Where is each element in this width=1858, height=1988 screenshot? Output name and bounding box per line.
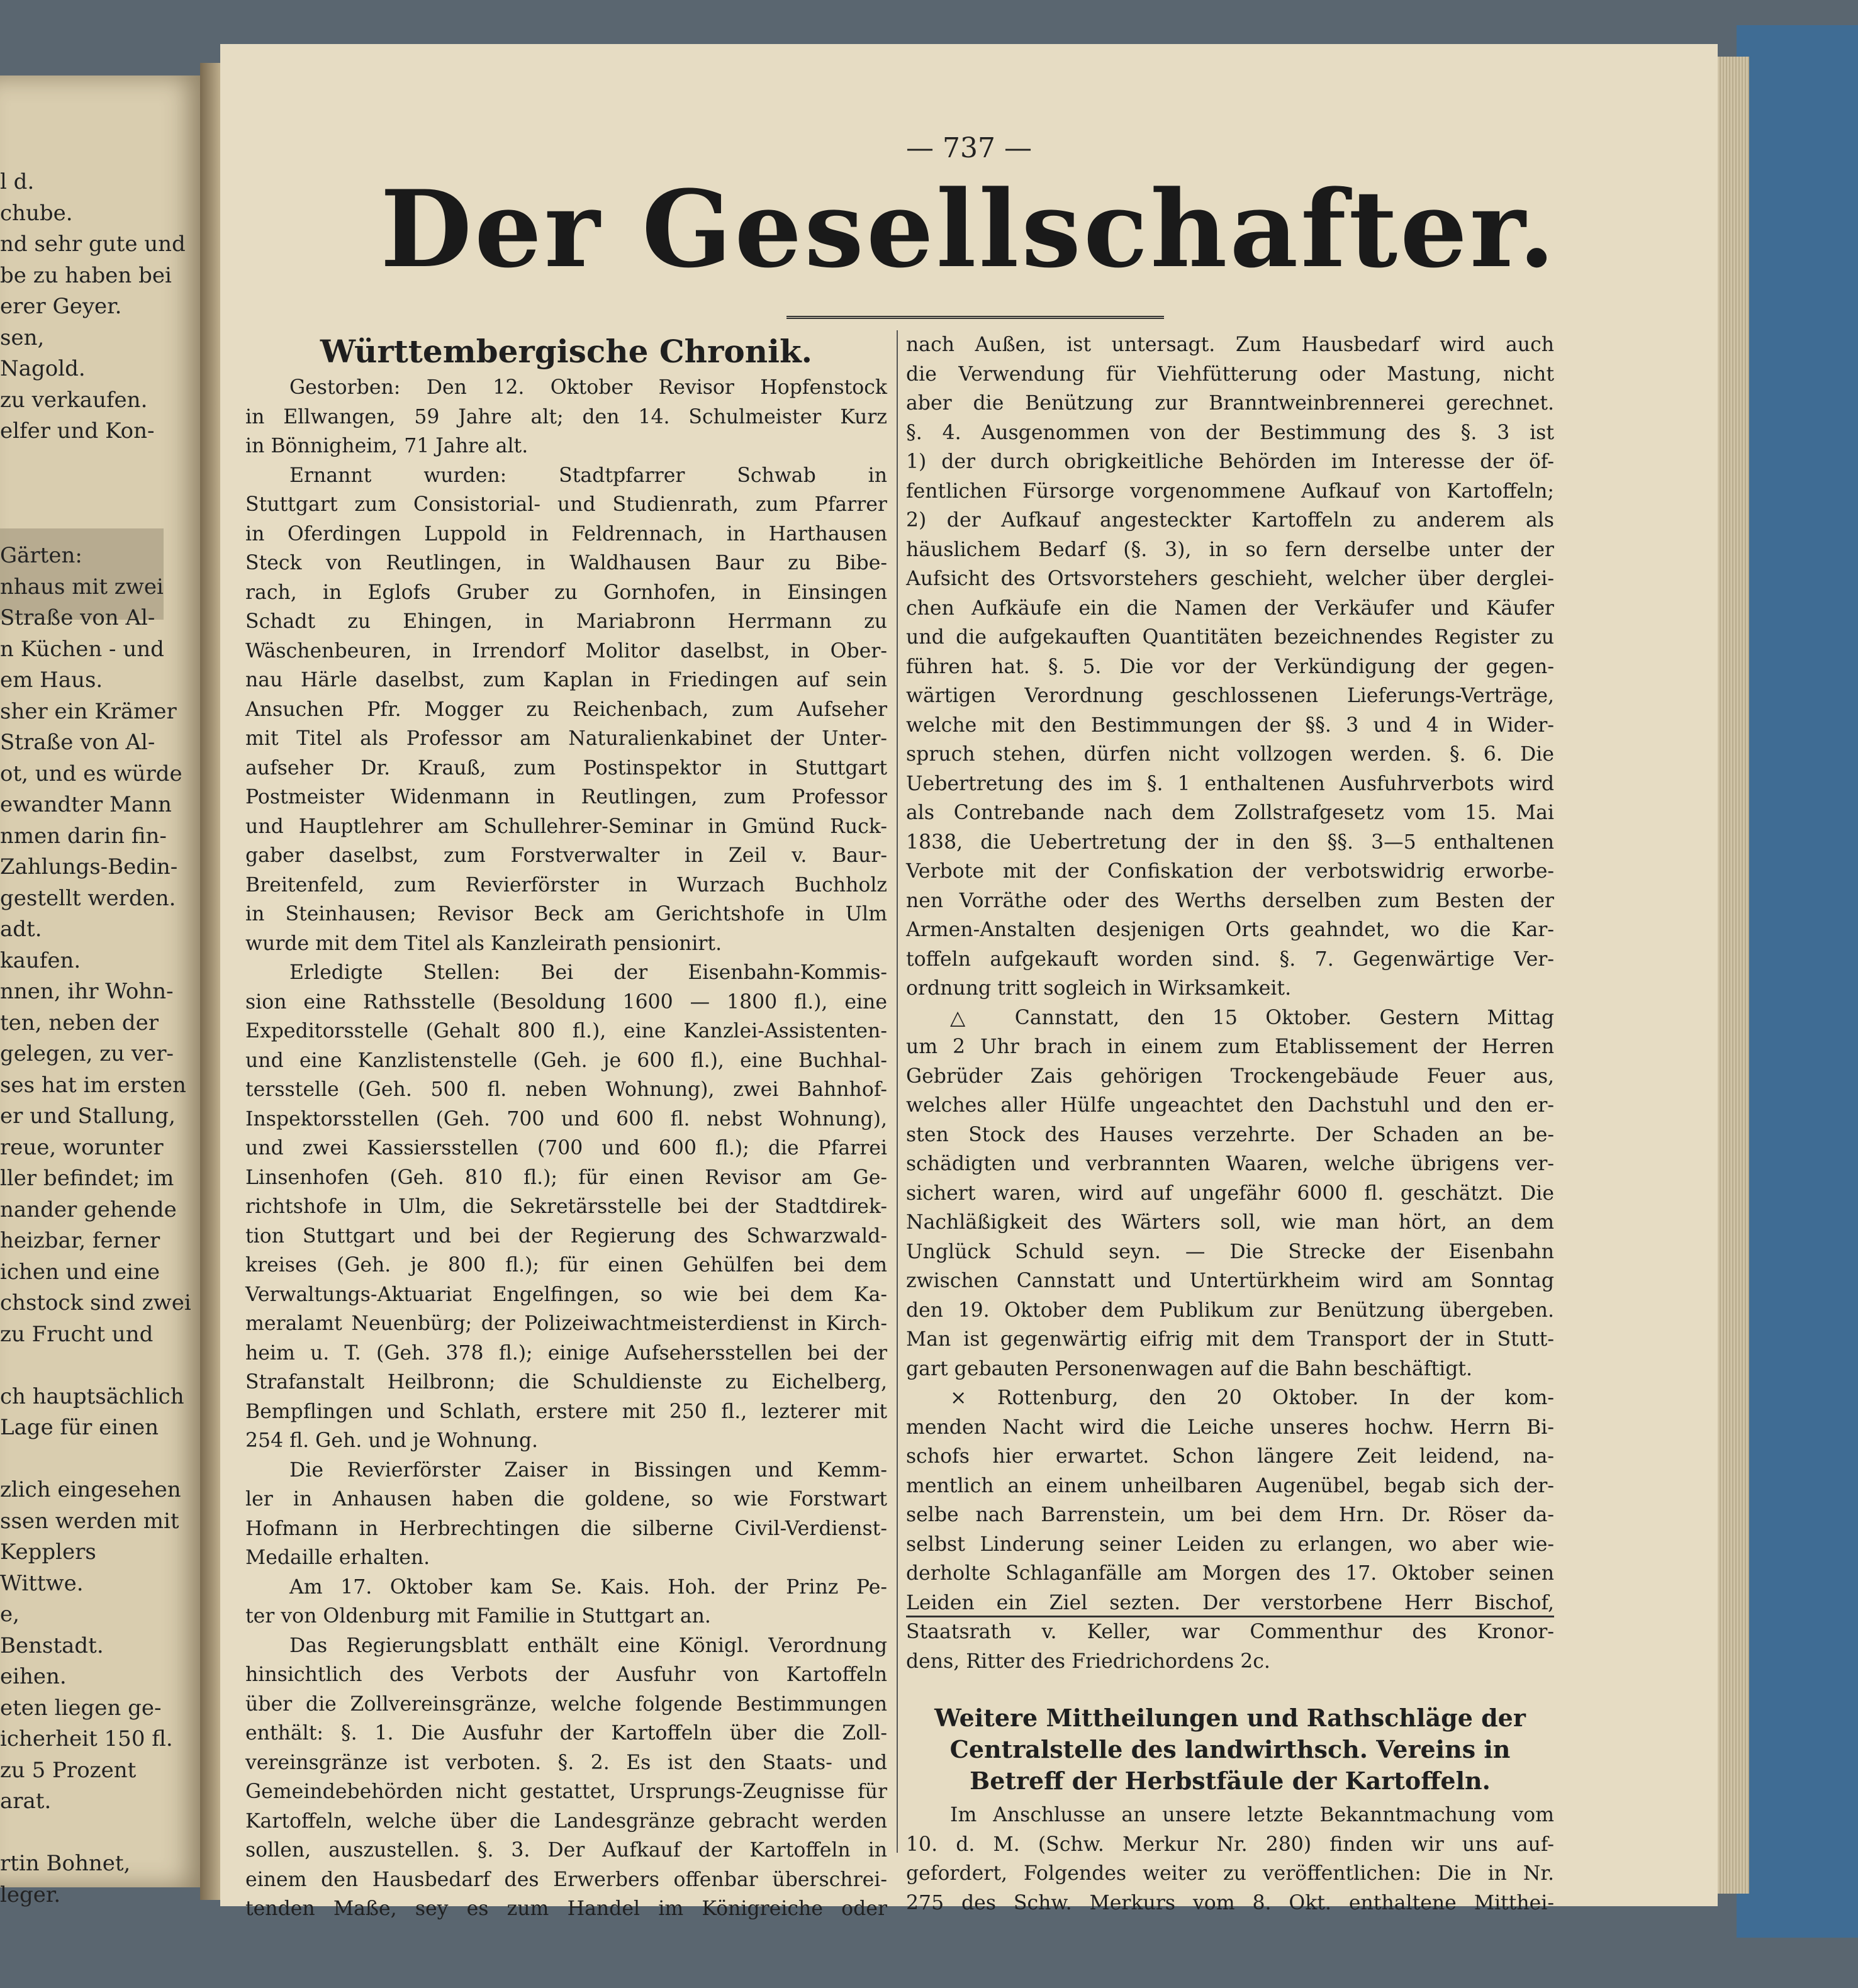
text-line: toffeln aufgekauft worden sind. §. 7. Gegenwärtige Ver- — [906, 947, 1554, 971]
left-page-line: rtin Bohnet, — [0, 1851, 131, 1876]
section-heading — [906, 1702, 1554, 1797]
text-line: gart gebauten Personenwagen auf die Bahn beschäftigt. — [906, 1357, 1473, 1380]
text-line: gaber daselbst, zum Forstverwalter in Zeil v. Baur- — [245, 844, 887, 867]
text-line: derholte Schlaganfälle am Morgen des 17. Oktober seinen — [906, 1562, 1554, 1585]
text-line: in Steinhausen; Revisor Beck am Gerichtshofe in Ulm — [245, 903, 887, 925]
text-line: Unglück Schuld seyn. — Die Strecke der Eisenbahn — [906, 1240, 1554, 1263]
text-line: aber die Benützung zur Branntweinbrennerei gerechnet. — [906, 392, 1554, 415]
left-page-line: Kepplers — [0, 1539, 96, 1565]
left-page-line: ot, und es würde — [0, 761, 182, 786]
text-line: sichert waren, wird auf ungefähr 6000 fl. geschätzt. Die — [906, 1181, 1554, 1205]
text-line: Kartoffeln, welche über die Landesgränze gebracht werden — [245, 1809, 887, 1833]
left-page-line: nhaus mit zwei — [0, 574, 164, 600]
left-page-line: adt. — [0, 917, 42, 942]
text-line: Leiden ein Ziel sezten. Der verstorbene Herr Bischof, — [906, 1591, 1554, 1614]
text-line: und die aufgekauften Quantitäten bezeichnendes Register zu — [906, 626, 1554, 649]
text-line: Nachläßigkeit des Wärters soll, wie man hört, an dem — [906, 1211, 1554, 1234]
left-page-line: Wittwe. — [0, 1570, 84, 1596]
left-page-line: gelegen, zu ver- — [0, 1041, 174, 1066]
left-page-line: chube. — [0, 200, 73, 226]
text-line: Aufsicht des Ortsvorstehers geschieht, welcher über derglei- — [906, 567, 1554, 590]
left-page-line — [0, 1818, 208, 1849]
text-line: Medaille erhalten. — [245, 1546, 430, 1569]
text-line: vereinsgränze ist verboten. §. 2. Es ist den Staats- und — [245, 1751, 887, 1774]
left-page-line: Lage für einen — [0, 1415, 159, 1440]
text-line: hinsichtlich des Verbots der Ausfuhr von Kartoffeln — [245, 1663, 887, 1686]
left-page-line: ses hat im ersten — [0, 1072, 186, 1098]
text-line: Strafanstalt Heilbronn; die Schuldienste zu Eichelberg, — [245, 1371, 887, 1393]
text-line: rach, in Eglofs Gruber zu Gornhofen, in Einsingen — [245, 581, 887, 604]
left-page-line: zu verkaufen. — [0, 387, 148, 413]
text-line: tion Stuttgart und bei der Regierung des Schwarzwald- — [245, 1224, 887, 1248]
masthead-title: Der Gesellschafter. — [380, 167, 1558, 291]
text-line: häuslichem Bedarf (§. 3), in so fern derselbe unter der — [906, 538, 1554, 561]
text-line: Erledigte Stellen: Bei der Eisenbahn-Kommis- — [289, 961, 887, 984]
left-page-line: arat. — [0, 1789, 52, 1814]
left-page-line: nander gehende — [0, 1197, 177, 1222]
text-line: und eine Kanzlistenstelle (Geh. je 600 fl.), eine Buchhal- — [245, 1049, 887, 1072]
text-line: Am 17. Oktober kam Se. Kais. Hoh. der Prinz Pe- — [289, 1575, 887, 1599]
text-line: aufseher Dr. Krauß, zum Postinspektor in Stuttgart — [245, 756, 887, 779]
text-line: Gebrüder Zais gehörigen Trockengebäude Feuer aus, — [906, 1064, 1554, 1088]
text-line: Verbote mit der Confiskation der verbotswidrig erworbe- — [906, 860, 1554, 883]
left-page-line: ewandter Mann — [0, 792, 172, 817]
text-line: meralamt Neuenbürg; der Polizeiwachtmeisterdienst in Kirch- — [245, 1312, 887, 1335]
text-line: tenden Maße, sey es zum Handel im Königreiche oder — [245, 1897, 887, 1920]
left-page-line: nnen, ihr Wohn- — [0, 979, 174, 1004]
text-line: um 2 Uhr brach in einem zum Etablissement der Herren — [906, 1036, 1554, 1058]
left-page-line: ch hauptsächlich — [0, 1383, 184, 1409]
text-line: Expeditorsstelle (Gehalt 800 fl.), eine Kanzlei-Assistenten- — [245, 1020, 887, 1042]
text-line: einem den Hausbedarf des Erwerbers offenbar überschrei- — [245, 1868, 887, 1891]
left-page-line: ten, neben der — [0, 1010, 159, 1036]
text-line: Wäschenbeuren, in Irrendorf Molitor daselbst, in Ober- — [245, 639, 887, 662]
column-divider — [897, 330, 898, 1853]
text-line: selbe nach Barrenstein, um bei dem Hrn. Dr. Röser da- — [906, 1504, 1554, 1526]
text-line: zwischen Cannstatt und Untertürkheim wird am Sonntag — [906, 1270, 1554, 1292]
left-page-line: ller befindet; im — [0, 1166, 174, 1191]
chronicle-heading: Württembergische Chronik. — [320, 333, 813, 370]
section-heading-line: Centralstelle des landwirthsch. Vereins in — [949, 1735, 1511, 1763]
text-line: 2) der Aufkauf angesteckter Kartoffeln zu anderem als — [906, 509, 1554, 532]
left-page-line: heizbar, ferner — [0, 1228, 160, 1253]
text-line: Linsenhofen (Geh. 810 fl.); für einen Revisor am Ge- — [245, 1166, 887, 1189]
left-page-line: e, — [0, 1602, 20, 1627]
section-heading-line: Betreff der Herbstfäule der Kartoffeln. — [970, 1767, 1491, 1795]
text-line: Armen-Anstalten desjenigen Orts geahndet, wo die Kar- — [906, 919, 1554, 941]
left-page-line: erer Geyer. — [0, 294, 122, 319]
masthead-rule — [786, 316, 1164, 319]
left-column — [245, 330, 887, 1924]
text-line: Man ist gegenwärtig eifrig mit dem Transport der in Stutt- — [906, 1328, 1554, 1351]
text-line: richtshofe in Ulm, die Sekretärsstelle bei der Stadtdirek- — [245, 1195, 887, 1218]
left-page-line — [0, 478, 208, 510]
left-page-line: kaufen. — [0, 947, 81, 973]
left-page-line: chstock sind zwei — [0, 1290, 191, 1315]
text-line: sollen, auszustellen. §. 3. Der Aufkauf der Kartoffeln in — [245, 1839, 887, 1862]
left-page-line — [0, 510, 208, 541]
text-line: schädigten und verbrannten Waaren, welche übrigens ver- — [906, 1153, 1554, 1175]
text-line: Schadt zu Ehingen, in Mariabronn Herrmann zu — [245, 610, 887, 633]
left-page-line: ssen werden mit — [0, 1508, 179, 1534]
text-line: Die Revierförster Zaiser in Bissingen und Kemm- — [289, 1458, 887, 1482]
text-line: Steck von Reutlingen, in Waldhausen Baur zu Bibe- — [245, 552, 887, 574]
text-line: welche mit den Bestimmungen der §§. 3 und 4 in Wider- — [906, 713, 1554, 737]
text-line: selbst Linderung seiner Leiden zu erlangen, wo aber wie- — [906, 1533, 1554, 1556]
left-page-line: nd sehr gute und — [0, 232, 186, 257]
text-line: menden Nacht wird die Leiche unseres hochw. Herrn Bi- — [906, 1416, 1554, 1439]
text-line: welches aller Hülfe ungeachtet den Dachstuhl und den er- — [906, 1094, 1554, 1117]
left-page-line: zlich eingesehen — [0, 1477, 181, 1502]
text-line: schofs hier erwartet. Schon längere Zeit leidend, na- — [906, 1445, 1554, 1468]
left-page-line: elfer und Kon- — [0, 418, 155, 444]
left-page-line: em Haus. — [0, 667, 103, 693]
left-page-line — [0, 1350, 208, 1382]
book-cover — [1737, 25, 1858, 1938]
text-line: mit Titel als Professor am Naturalienkabinet der Unter- — [245, 727, 887, 750]
left-page-line: reue, worunter — [0, 1134, 164, 1160]
left-page-line: er und Stallung, — [0, 1103, 176, 1129]
text-line: Im Anschlusse an unsere letzte Bekanntmachung vom — [950, 1804, 1554, 1826]
text-line: Inspektorsstellen (Geh. 700 und 600 fl. nebst Wohnung), — [245, 1107, 887, 1131]
text-line: in Bönnigheim, 71 Jahre alt. — [245, 435, 529, 457]
text-line: und Hauptlehrer am Schullehrer-Seminar in Gmünd Ruck- — [245, 815, 887, 838]
text-line: 1) der durch obrigkeitliche Behörden im Interesse der öf- — [906, 450, 1554, 473]
left-page-line: Benstadt. — [0, 1633, 104, 1658]
left-page-line: eten liegen ge- — [0, 1695, 162, 1721]
left-page-line: Straße von Al- — [0, 730, 155, 755]
text-line: gefordert, Folgendes weiter zu veröffentlichen: Die in Nr. — [906, 1862, 1554, 1885]
left-page-fragment — [0, 75, 208, 1907]
text-line: §. 4. Ausgenommen von der Bestimmung des §. 3 ist — [906, 421, 1554, 444]
left-page-text — [0, 167, 208, 1911]
right-column — [906, 330, 1554, 1918]
left-page-line: be zu haben bei — [0, 262, 172, 288]
text-line: wurde mit dem Titel als Kanzleirath pensionirt. — [245, 932, 722, 955]
section-body-text — [906, 1801, 1554, 1918]
text-line: sion eine Rathsstelle (Besoldung 1600 — 1800 fl.), eine — [245, 990, 887, 1014]
text-line: und zwei Kassiersstellen (700 und 600 fl.); die Pfarrei — [245, 1137, 887, 1159]
text-line: Bempflingen und Schlath, erstere mit 250 fl., lezterer mit — [245, 1400, 887, 1423]
text-line: 10. d. M. (Schw. Merkur Nr. 280) finden wir uns auf- — [906, 1833, 1554, 1856]
left-page-line: sher ein Krämer — [0, 698, 177, 724]
left-page-line: sen, — [0, 325, 45, 350]
text-line: über die Zollvereinsgränze, welche folgende Bestimmungen — [245, 1692, 887, 1716]
text-line: △ Cannstatt, den 15 Oktober. Gestern Mittag — [950, 1006, 1554, 1029]
text-line: Stuttgart zum Consistorial- und Studienrath, zum Pfarrer — [245, 493, 887, 516]
text-line: 275 des Schw. Merkurs vom 8. Okt. enthaltene Mitthei- — [906, 1891, 1554, 1914]
text-line: wärtigen Verordnung geschlossenen Lieferungs-Verträge, — [906, 684, 1554, 707]
text-line: Staatsrath v. Keller, war Commenthur des Kronor- — [906, 1621, 1554, 1643]
left-page-line: Zahlungs-Bedin- — [0, 854, 178, 880]
section-heading-line: Weitere Mittheilungen und Rathschläge der — [934, 1704, 1526, 1732]
text-line: 254 fl. Geh. und je Wohnung. — [245, 1429, 538, 1452]
left-page-line: gestellt werden. — [0, 885, 176, 911]
text-line: Postmeister Widenmann in Reutlingen, zum Professor — [245, 786, 887, 808]
text-line: kreises (Geh. je 800 fl.); für einen Gehülfen bei dem — [245, 1254, 887, 1276]
left-page-line: eihen. — [0, 1664, 67, 1689]
text-line: den 19. Oktober dem Publikum zur Benützung übergeben. — [906, 1298, 1554, 1322]
text-line: Hofmann in Herbrechtingen die silberne Civil-Verdienst- — [245, 1517, 887, 1540]
left-page-line — [0, 447, 208, 479]
decree-and-news-text — [906, 330, 1554, 1676]
text-line: Ernannt wurden: Stadtpfarrer Schwab in — [289, 464, 887, 487]
text-line: in Ellwangen, 59 Jahre alt; den 14. Schulmeister Kurz — [245, 405, 887, 428]
text-line: Gestorben: Den 12. Oktober Revisor Hopfenstock — [289, 376, 887, 399]
left-page-line: l d. — [0, 169, 35, 194]
left-page-line: Gärten: — [0, 543, 82, 568]
text-line: mentlich an einem unheilbaren Augenübel, begab sich der- — [906, 1474, 1554, 1497]
text-line: die Verwendung für Viehfütterung oder Mastung, nicht — [906, 362, 1554, 386]
text-line: tersstelle (Geh. 500 fl. neben Wohnung), zwei Bahnhof- — [245, 1078, 887, 1101]
newspaper-page — [220, 44, 1718, 1920]
chronicle-text — [245, 373, 887, 1924]
left-page-line: n Küchen - und — [0, 636, 164, 662]
text-line: × Rottenburg, den 20 Oktober. In der kom- — [950, 1387, 1554, 1409]
left-page-line: leger. — [0, 1882, 61, 1907]
text-line: Ansuchen Pfr. Mogger zu Reichenbach, zum Aufseher — [245, 698, 887, 721]
left-page-line — [0, 1444, 208, 1475]
text-line: ler in Anhausen haben die goldene, so wie Forstwart — [245, 1488, 887, 1511]
left-page-line: ichen und eine — [0, 1259, 160, 1285]
text-line: dens, Ritter des Friedrichordens 2c. — [906, 1650, 1270, 1673]
text-line: in Oferdingen Luppold in Feldrennach, in Harthausen — [245, 522, 887, 545]
left-page-line: Nagold. — [0, 356, 86, 381]
text-line: nen Vorräthe oder des Werths derselben zum Besten der — [906, 889, 1554, 912]
left-page-line: zu Frucht und — [0, 1321, 154, 1347]
text-line: als Contrebande nach dem Zollstrafgesetz vom 15. Mai — [906, 801, 1554, 824]
text-line: nach Außen, ist untersagt. Zum Hausbedarf wird auch — [906, 333, 1554, 356]
text-line: Verwaltungs-Aktuariat Engelfingen, so wie bei dem Ka- — [245, 1283, 887, 1306]
section-rule — [906, 1616, 1554, 1617]
text-line: enthält: §. 1. Die Ausfuhr der Kartoffeln über die Zoll- — [245, 1722, 887, 1745]
text-line: Uebertretung des im §. 1 enthaltenen Ausfuhrverbots wird — [906, 772, 1554, 795]
text-line: Breitenfeld, zum Revierförster in Wurzach Buchholz — [245, 873, 887, 896]
left-page-line: nmen darin fin- — [0, 823, 167, 849]
text-line: ordnung tritt sogleich in Wirksamkeit. — [906, 977, 1292, 1000]
text-line: führen hat. §. 5. Die vor der Verkündigung der gegen- — [906, 655, 1554, 678]
text-line: nau Härle daselbst, zum Kaplan in Friedingen auf sein — [245, 669, 887, 691]
text-line: sten Stock des Hauses verzehrte. Der Schaden an be- — [906, 1123, 1554, 1146]
text-line: 1838, die Uebertretung der in den §§. 3—5 enthaltenen — [906, 830, 1554, 854]
text-line: Das Regierungsblatt enthält eine Königl. Verordnung — [289, 1634, 887, 1657]
page-number: — 737 — — [906, 132, 1032, 164]
text-line: fentlichen Fürsorge vorgenommene Aufkauf von Kartoffeln; — [906, 479, 1554, 503]
left-page-line: zu 5 Prozent — [0, 1757, 137, 1783]
text-line: chen Aufkäufe ein die Namen der Verkäufer und Käufer — [906, 596, 1554, 620]
text-line: Gemeindebehörden nicht gestattet, Ursprungs-Zeugnisse für — [245, 1780, 887, 1803]
text-line: ter von Oldenburg mit Familie in Stuttgart an. — [245, 1605, 711, 1628]
text-line: spruch stehen, dürfen nicht vollzogen werden. §. 6. Die — [906, 743, 1554, 766]
text-line: heim u. T. (Geh. 378 fl.); einige Aufsehersstellen bei der — [245, 1341, 887, 1365]
left-page-line: icherheit 150 fl. — [0, 1726, 173, 1751]
left-page-line: Straße von Al- — [0, 605, 155, 630]
